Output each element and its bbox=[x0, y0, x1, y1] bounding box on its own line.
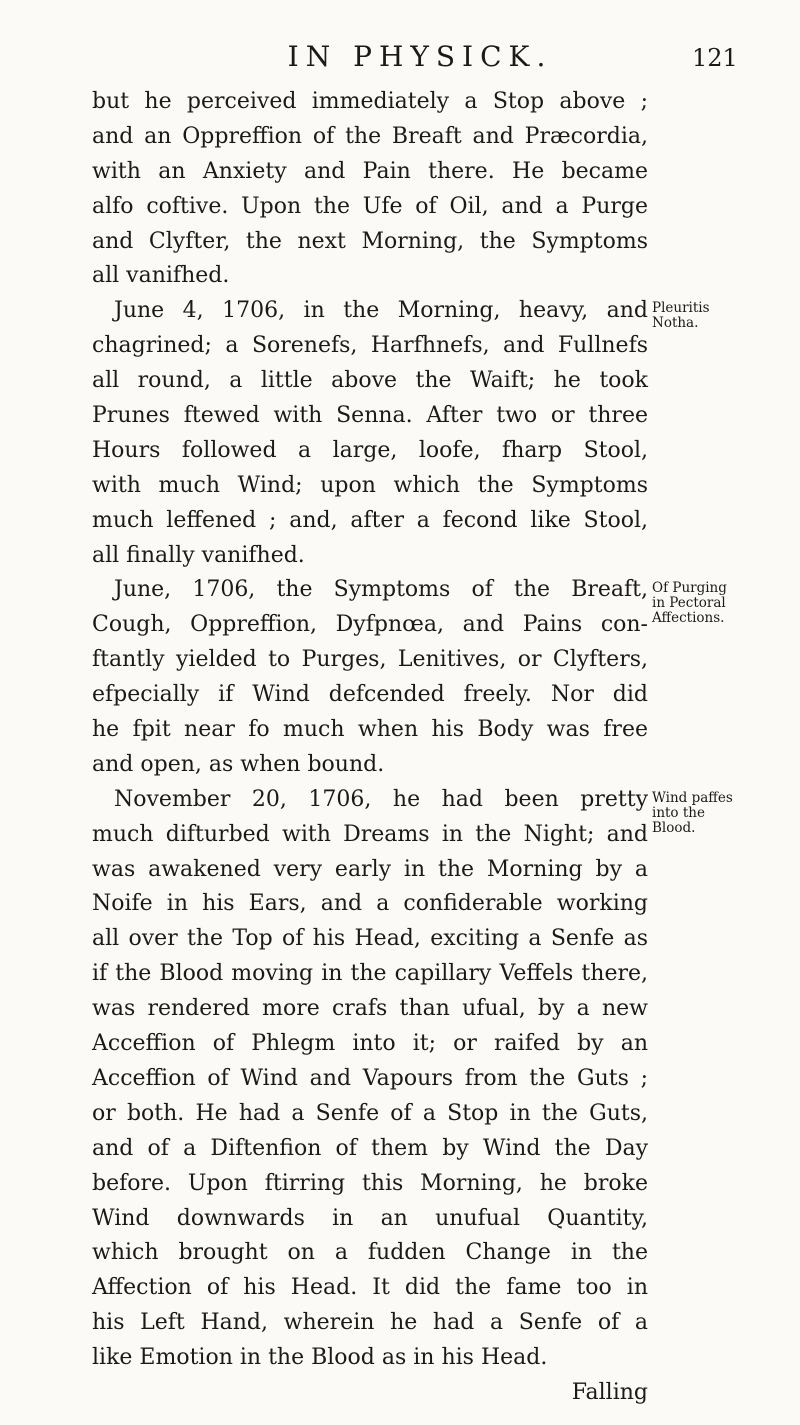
running-title: IN PHYSICK. bbox=[287, 40, 553, 73]
text-line: or both. He had a Senfe of a Stop in the Guts, bbox=[92, 1100, 648, 1126]
text-line: Affection of his Head. It did the fame too in bbox=[92, 1275, 648, 1301]
text-line: all vanifhed. bbox=[92, 263, 230, 289]
text-line: was awakened very early in the Morning by a bbox=[92, 856, 648, 882]
text-line: was rendered more crafs than ufual, by a new bbox=[92, 996, 648, 1022]
text-line: before. Upon ftirring this Morning, he broke bbox=[92, 1170, 648, 1196]
text-line: chagrined; a Sorenefs, Harfhnefs, and Fullnefs bbox=[92, 333, 648, 359]
text-line: ftantly yielded to Purges, Lenitives, or Clyfters, bbox=[92, 647, 648, 673]
text-line: June 4, 1706, in the Morning, heavy, and bbox=[114, 298, 648, 324]
margin-note-wind bbox=[652, 791, 733, 836]
margin-note-line: Blood. bbox=[652, 820, 696, 836]
text-line: and open, as when bound. bbox=[92, 751, 385, 777]
text-line: much difturbed with Dreams in the Night; and bbox=[92, 821, 648, 847]
text-line: if the Blood moving in the capillary Veffels there, bbox=[92, 961, 648, 987]
text-line: much leffened ; and, after a fecond like Stool, bbox=[92, 507, 648, 533]
text-line: all finally vanifhed. bbox=[92, 542, 305, 568]
text-line: which brought on a fudden Change in the bbox=[92, 1240, 648, 1266]
text-line: Wind downwards in an unufual Quantity, bbox=[92, 1205, 648, 1231]
text-line: Noife in his Ears, and a confiderable working bbox=[92, 891, 648, 917]
text-line: June, 1706, the Symptoms of the Breaft, bbox=[114, 577, 648, 603]
text-line: Hours followed a large, loofe, fharp Stool, bbox=[92, 437, 648, 463]
page-number: 121 bbox=[692, 44, 738, 72]
text-line: like Emotion in the Blood as in his Head. bbox=[92, 1345, 548, 1371]
text-line: but he perceived immediately a Stop above ; bbox=[92, 89, 648, 114]
text-line: all over the Top of his Head, exciting a Senfe as bbox=[92, 926, 648, 952]
body-text bbox=[92, 85, 648, 1411]
text-line: Acceffion of Wind and Vapours from the Guts ; bbox=[92, 1065, 648, 1091]
text-line: alfo coftive. Upon the Ufe of Oil, and a Purge bbox=[92, 193, 648, 219]
margin-note-pleuritis bbox=[652, 301, 710, 331]
text-line: his Left Hand, wherein he had a Senfe of a bbox=[92, 1310, 648, 1336]
text-line: he fpit near fo much when his Body was free bbox=[92, 717, 648, 743]
text-line: efpecially if Wind defcended freely. Nor did bbox=[92, 682, 648, 708]
margin-note-line: Affections. bbox=[652, 610, 725, 626]
text-line: Cough, Oppreffion, Dyfpnœa, and Pains con- bbox=[92, 612, 648, 638]
margin-note-line: Wind paffes bbox=[652, 790, 733, 806]
margin-note-line: Pleuritis bbox=[652, 300, 710, 316]
text-line: Prunes ftewed with Senna. After two or three bbox=[92, 403, 648, 429]
margin-note-line: into the bbox=[652, 805, 705, 821]
text-line: with much Wind; upon which the Symptoms bbox=[92, 472, 648, 498]
text-line: November 20, 1706, he had been pretty bbox=[114, 786, 648, 812]
text-line: Acceffion of Phlegm into it; or raifed by an bbox=[92, 1031, 648, 1057]
margin-note-line: Notha. bbox=[652, 315, 699, 331]
text-line: with an Anxiety and Pain there. He became bbox=[92, 158, 648, 184]
margin-note-purging bbox=[652, 581, 727, 626]
text-line: and Clyfter, the next Morning, the Symptoms bbox=[92, 228, 648, 254]
text-line: all round, a little above the Waift; he took bbox=[92, 368, 648, 394]
margin-note-line: Of Purging bbox=[652, 580, 727, 596]
margin-note-line: in Pectoral bbox=[652, 595, 726, 611]
text-line: and an Oppreffion of the Breaft and Præcordia, bbox=[92, 123, 648, 149]
catchword: Falling bbox=[571, 1379, 648, 1405]
text-line: and of a Diftenfion of them by Wind the Day bbox=[92, 1135, 648, 1161]
